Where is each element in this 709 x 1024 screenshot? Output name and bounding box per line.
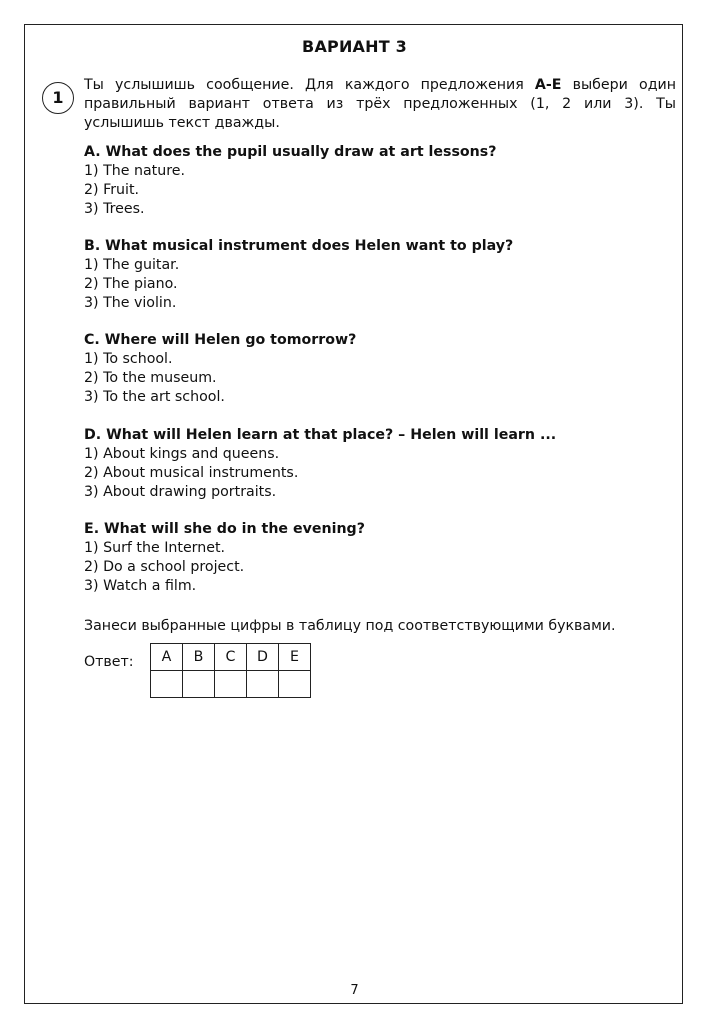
instruction-text-2: выбери один правильный вариант ответа из трёх предложенных (1, 2 или 3). Ты услышишь текст дважды.: [84, 77, 676, 131]
answer-header-c: C: [215, 644, 247, 671]
answer-cell-c[interactable]: [215, 671, 247, 698]
page-title: ВАРИАНТ 3: [302, 37, 407, 56]
answer-header-e: E: [279, 644, 311, 671]
option-2: 2) About musical instruments.: [84, 465, 299, 481]
option-1: 1) About kings and queens.: [84, 446, 280, 462]
answer-label: Ответ:: [84, 654, 134, 670]
option-2: 2) Do a school project.: [84, 559, 245, 575]
option-2: 2) Fruit.: [84, 182, 140, 198]
question-title: E. What will she do in the evening?: [84, 521, 365, 537]
task-instruction: [84, 76, 676, 133]
question-a: [84, 143, 496, 219]
question-title: A. What does the pupil usually draw at art lessons?: [84, 144, 497, 160]
option-3: 3) The violin.: [84, 295, 177, 311]
question-b: [84, 237, 513, 313]
answer-header-d: D: [247, 644, 279, 671]
answer-header-row: [151, 644, 311, 671]
answer-header-a: A: [151, 644, 183, 671]
question-c: [84, 331, 356, 407]
answer-header-b: B: [183, 644, 215, 671]
option-1: 1) The guitar.: [84, 257, 180, 273]
option-3: 3) About drawing portraits.: [84, 484, 277, 500]
option-1: 1) To school.: [84, 351, 173, 367]
task-number-badge: 1: [42, 82, 74, 114]
question-title: C. Where will Helen go tomorrow?: [84, 332, 357, 348]
answer-cell-b[interactable]: [183, 671, 215, 698]
answer-cell-d[interactable]: [247, 671, 279, 698]
option-3: 3) Trees.: [84, 201, 145, 217]
page-number: 7: [350, 983, 359, 998]
answer-cell-a[interactable]: [151, 671, 183, 698]
option-1: 1) The nature.: [84, 163, 185, 179]
option-2: 2) To the museum.: [84, 370, 217, 386]
instruction-text-1: Ты услышишь сообщение. Для каждого предложения: [84, 77, 535, 93]
answer-cell-e[interactable]: [279, 671, 311, 698]
question-d: [84, 426, 556, 502]
answer-instruction: Занеси выбранные цифры в таблицу под соответствующими буквами.: [84, 618, 616, 634]
question-title: B. What musical instrument does Helen want to play?: [84, 238, 514, 254]
question-e: [84, 520, 365, 596]
option-3: 3) To the art school.: [84, 389, 225, 405]
instruction-bold-range: A-E: [534, 77, 562, 93]
question-title: D. What will Helen learn at that place? – Helen will learn ...: [84, 427, 557, 443]
option-3: 3) Watch a film.: [84, 578, 197, 594]
option-1: 1) Surf the Internet.: [84, 540, 226, 556]
answer-table: [150, 643, 311, 698]
answer-input-row: [151, 671, 311, 698]
option-2: 2) The piano.: [84, 276, 178, 292]
